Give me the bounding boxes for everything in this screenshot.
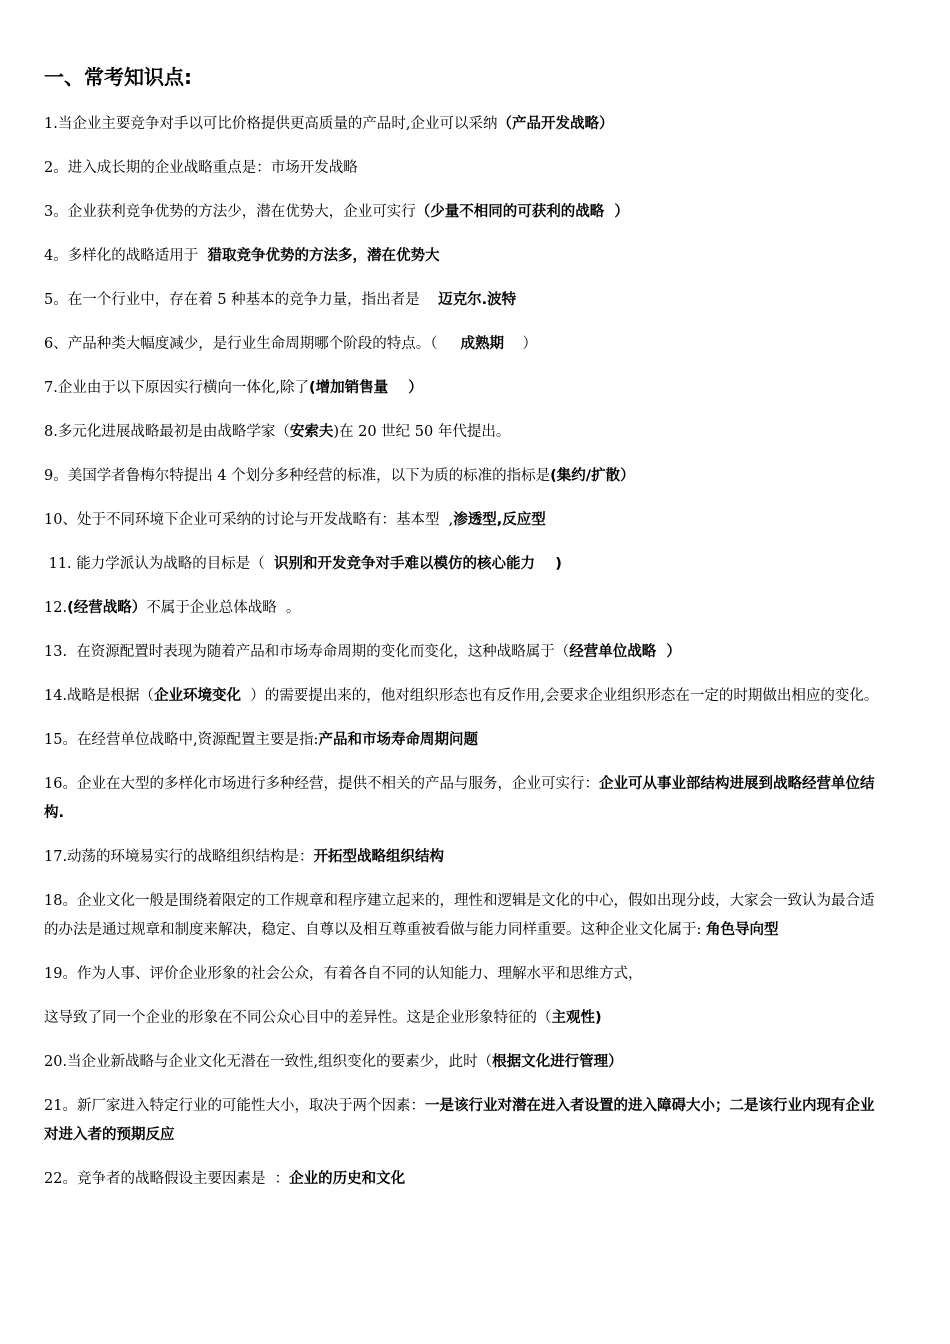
answer-text: 企业环境变化 [154,688,242,704]
knowledge-point-list [44,110,882,1194]
answer-text: 安索夫 [289,424,334,440]
question-text: 4。多样化的战略适用于 [44,248,208,264]
question-text: 12. [44,600,68,616]
knowledge-point-item [44,1165,882,1194]
question-text: 7.企业由于以下原因实行横向一体化,除了 [44,380,309,396]
question-text: 11. 能力学派认为战略的目标是（ [44,556,274,572]
knowledge-point-item [44,154,882,183]
answer-text: 主观性) [551,1010,602,1026]
question-text: 8.多元化进展战略最初是由战略学家（ [44,424,290,440]
answer-text: 根据文化进行管理） [492,1054,623,1070]
question-text: ）的需要提出来的，他对组织形态也有反作用,会要求企业组织形态在一定的时期做出相应的变化。 [241,688,879,704]
answer-text: （产品开发战略） [497,116,614,132]
question-text: 5。在一个行业中，存在着 5 种基本的竞争力量，指出者是 [44,292,439,308]
knowledge-point-item [44,1048,882,1077]
knowledge-point-item [44,726,882,755]
question-text: 22。竞争者的战略假设主要因素是 ： [44,1171,290,1187]
knowledge-point-item [44,887,882,945]
answer-text: (集约/扩散） [550,468,635,484]
knowledge-point-item [44,1092,882,1150]
answer-text: 产品和市场寿命周期问题 [318,732,478,748]
question-text: 21。新厂家进入特定行业的可能性大小，取决于两个因素： [44,1098,425,1114]
answer-text: （少量不相同的可获利的战略 ） [415,204,629,220]
question-text: 13. 在资源配置时表现为随着产品和市场寿命周期的变化而变化，这种战略属于（ [44,644,570,660]
question-text: 3。企业获利竞争优势的方法少，潜在优势大，企业可实行 [44,204,416,220]
answer-text: 渗透型,反应型 [453,512,546,528]
question-text: )在 20 世纪 50 年代提出。 [333,424,511,440]
answer-text: 企业可从事业部结构进展到战略经营单位结构. [44,776,875,821]
answer-text: 迈克尔.波特 [438,292,517,308]
knowledge-point-item [44,960,882,989]
knowledge-point-item [44,770,882,828]
answer-text: 一是该行业对潜在进入者设置的进入障碍大小；二是该行业内现有企业对进入者的预期反应 [44,1098,875,1143]
knowledge-point-item [44,242,882,271]
answer-text: (增加销售量 ） [308,380,423,396]
knowledge-point-item [44,506,882,535]
knowledge-point-item [44,682,882,711]
knowledge-point-item [44,843,882,872]
knowledge-point-item [44,374,882,403]
question-text: 14.战略是根据（ [44,688,155,704]
knowledge-point-item [44,638,882,667]
knowledge-point-item [44,550,882,579]
question-text: 15。在经营单位战略中,资源配置主要是指: [44,732,319,748]
question-text: 不属于企业总体战略 。 [146,600,301,616]
question-text: 这导致了同一个企业的形象在不同公众心目中的差异性。这是企业形象特征的（ [44,1010,552,1026]
answer-text: 企业的历史和文化 [289,1171,406,1187]
answer-text: 经营单位战略 ） [569,644,681,660]
knowledge-point-item [44,462,882,491]
question-text: 17.动荡的环境易实行的战略组织结构是： [44,849,314,865]
question-text: 9。美国学者鲁梅尔特提出 4 个划分多种经营的标准，以下为质的标准的指标是 [44,468,551,484]
question-text: ） [504,336,537,352]
question-text: 18。企业文化一般是围绕着限定的工作规章和程序建立起来的，理性和逻辑是文化的中心，假如出现分歧，大家会一致认为最合适的办法是通过规章和制度来解决，稳定、自尊以及相互尊重被看做与能力同样重要。这种企业文化属于: [44,893,875,938]
question-text: 1.当企业主要竞争对手以可比价格提供更高质量的产品时,企业可以采纳 [44,116,498,132]
knowledge-point-item [44,594,882,623]
answer-text: (经营战略） [67,600,147,616]
question-text: 20.当企业新战略与企业文化无潜在一致性,组织变化的要素少，此时（ [44,1054,493,1070]
section-heading: 一、常考知识点: [44,65,192,89]
question-text: 2。进入成长期的企业战略重点是：市场开发战略 [44,160,358,176]
question-text: 10、处于不同环境下企业可采纳的讨论与开发战略有：基本型 , [44,512,454,528]
answer-text: 识别和开发竞争对手难以模仿的核心能力 ) [274,556,562,572]
answer-text: 开拓型战略组织结构 [313,849,445,865]
knowledge-point-item [44,286,882,315]
knowledge-point-item [44,110,882,139]
knowledge-point-item [44,198,882,227]
answer-text: 成熟期 [460,336,505,352]
knowledge-point-item [44,418,882,447]
question-text: 16。企业在大型的多样化市场进行多种经营，提供不相关的产品与服务，企业可实行： [44,776,599,792]
question-text: 19。作为人事、评价企业形象的社会公众，有着各自不同的认知能力、理解水平和思维方式， [44,966,643,982]
answer-text: 角色导向型 [706,922,779,938]
knowledge-point-item [44,1004,882,1033]
answer-text: 猎取竞争优势的方法多，潜在优势大 [207,248,440,264]
knowledge-point-item [44,330,882,359]
question-text: 6、产品种类大幅度减少，是行业生命周期哪个阶段的特点。（ [44,336,461,352]
